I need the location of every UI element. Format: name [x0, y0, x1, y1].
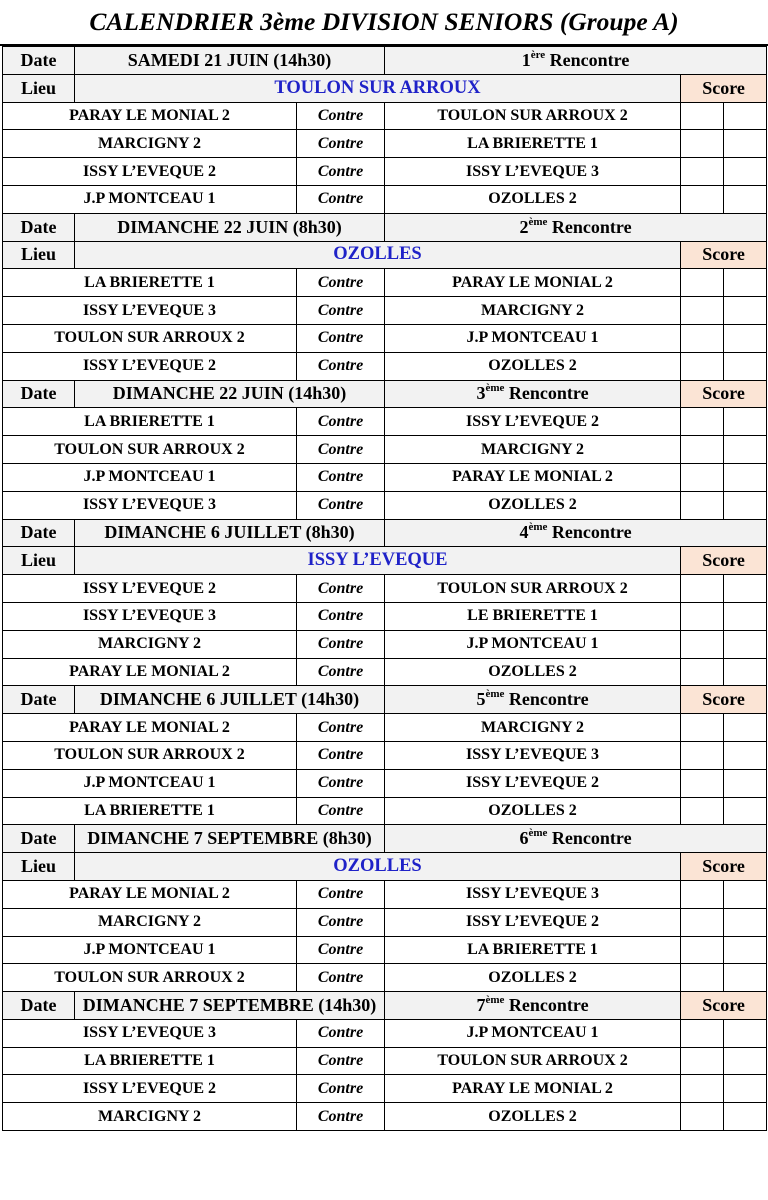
away-team: ISSY L’EVEQUE 3	[385, 880, 681, 908]
score-header: Score	[681, 241, 767, 269]
round-date-row	[3, 519, 767, 547]
round-date-row	[3, 992, 767, 1020]
round-date: DIMANCHE 7 SEPTEMBRE (8h30)	[75, 825, 385, 853]
score-header: Score	[681, 547, 767, 575]
home-score-box[interactable]	[681, 658, 724, 686]
round-number	[385, 213, 767, 241]
home-score-box[interactable]	[681, 1047, 724, 1075]
away-score-box[interactable]	[724, 297, 767, 325]
away-team: TOULON SUR ARROUX 2	[385, 102, 681, 130]
versus-label: Contre	[297, 797, 385, 825]
versus-label: Contre	[297, 1103, 385, 1131]
match-row	[3, 769, 767, 797]
versus-label: Contre	[297, 964, 385, 992]
page-title: CALENDRIER 3ème DIVISION SENIORS (Groupe A)	[0, 0, 768, 46]
date-label: Date	[3, 825, 75, 853]
venue-label: Lieu	[3, 853, 75, 881]
home-team: ISSY L’EVEQUE 2	[3, 158, 297, 186]
home-score-box[interactable]	[681, 769, 724, 797]
home-score-box[interactable]	[681, 185, 724, 213]
home-team: J.P MONTCEAU 1	[3, 463, 297, 491]
away-team: PARAY LE MONIAL 2	[385, 269, 681, 297]
round-word: Rencontre	[551, 828, 632, 849]
match-row	[3, 630, 767, 658]
match-row	[3, 463, 767, 491]
home-score-box[interactable]	[681, 436, 724, 464]
round-date-row	[3, 686, 767, 714]
date-label: Date	[3, 47, 75, 75]
away-score-box[interactable]	[724, 436, 767, 464]
home-score-box[interactable]	[681, 797, 724, 825]
match-row	[3, 1103, 767, 1131]
away-team: OZOLLES 2	[385, 491, 681, 519]
home-score-box[interactable]	[681, 491, 724, 519]
away-team: PARAY LE MONIAL 2	[385, 463, 681, 491]
home-team: MARCIGNY 2	[3, 1103, 297, 1131]
round-ordinal: 1	[521, 49, 531, 70]
round-ordinal-suffix: ème	[528, 521, 548, 534]
away-score-box[interactable]	[724, 1075, 767, 1103]
home-score-box[interactable]	[681, 297, 724, 325]
match-row	[3, 936, 767, 964]
away-score-box[interactable]	[724, 880, 767, 908]
away-team: J.P MONTCEAU 1	[385, 1019, 681, 1047]
round-venue: OZOLLES	[75, 241, 681, 269]
away-score-box[interactable]	[724, 964, 767, 992]
match-row	[3, 297, 767, 325]
home-team: ISSY L’EVEQUE 3	[3, 297, 297, 325]
round-venue: ISSY L’EVEQUE	[75, 547, 681, 575]
versus-label: Contre	[297, 880, 385, 908]
versus-label: Contre	[297, 269, 385, 297]
round-venue-row	[3, 853, 767, 881]
match-row	[3, 602, 767, 630]
home-team: TOULON SUR ARROUX 2	[3, 324, 297, 352]
home-score-box[interactable]	[681, 324, 724, 352]
away-team: PARAY LE MONIAL 2	[385, 1075, 681, 1103]
match-row	[3, 658, 767, 686]
round-date: DIMANCHE 6 JUILLET (8h30)	[75, 519, 385, 547]
round-number	[385, 686, 681, 714]
away-team: LA BRIERETTE 1	[385, 130, 681, 158]
date-label: Date	[3, 519, 75, 547]
versus-label: Contre	[297, 102, 385, 130]
round-word: Rencontre	[508, 994, 589, 1015]
away-team: TOULON SUR ARROUX 2	[385, 1047, 681, 1075]
home-team: TOULON SUR ARROUX 2	[3, 741, 297, 769]
round-ordinal-suffix: ème	[528, 215, 548, 228]
round-word: Rencontre	[551, 522, 632, 543]
away-team: LA BRIERETTE 1	[385, 936, 681, 964]
date-label: Date	[3, 213, 75, 241]
away-team: TOULON SUR ARROUX 2	[385, 575, 681, 603]
versus-label: Contre	[297, 1075, 385, 1103]
versus-label: Contre	[297, 1019, 385, 1047]
date-label: Date	[3, 380, 75, 408]
score-header: Score	[681, 992, 767, 1020]
versus-label: Contre	[297, 436, 385, 464]
date-label: Date	[3, 686, 75, 714]
away-score-box[interactable]	[724, 158, 767, 186]
away-score-box[interactable]	[724, 324, 767, 352]
venue-label: Lieu	[3, 241, 75, 269]
home-score-box[interactable]	[681, 741, 724, 769]
match-row	[3, 575, 767, 603]
away-score-box[interactable]	[724, 602, 767, 630]
versus-label: Contre	[297, 630, 385, 658]
away-score-box[interactable]	[724, 658, 767, 686]
round-date-row	[3, 380, 767, 408]
home-score-box[interactable]	[681, 1075, 724, 1103]
away-score-box[interactable]	[724, 408, 767, 436]
score-header: Score	[681, 74, 767, 102]
round-venue: TOULON SUR ARROUX	[75, 74, 681, 102]
versus-label: Contre	[297, 463, 385, 491]
home-team: ISSY L’EVEQUE 3	[3, 602, 297, 630]
round-ordinal: 7	[476, 994, 486, 1015]
date-label: Date	[3, 992, 75, 1020]
home-team: MARCIGNY 2	[3, 630, 297, 658]
round-venue-row	[3, 74, 767, 102]
home-score-box[interactable]	[681, 964, 724, 992]
venue-label: Lieu	[3, 547, 75, 575]
home-score-box[interactable]	[681, 463, 724, 491]
round-ordinal: 4	[519, 522, 529, 543]
round-ordinal-suffix: ème	[485, 382, 505, 395]
home-team: LA BRIERETTE 1	[3, 269, 297, 297]
match-row	[3, 491, 767, 519]
round-venue-row	[3, 547, 767, 575]
match-row	[3, 880, 767, 908]
round-word: Rencontre	[549, 49, 630, 70]
home-score-box[interactable]	[681, 908, 724, 936]
match-row	[3, 741, 767, 769]
round-word: Rencontre	[551, 216, 632, 237]
away-score-box[interactable]	[724, 130, 767, 158]
round-number	[385, 47, 767, 75]
round-date: DIMANCHE 7 SEPTEMBRE (14h30)	[75, 992, 385, 1020]
home-score-box[interactable]	[681, 1103, 724, 1131]
versus-label: Contre	[297, 741, 385, 769]
away-team: OZOLLES 2	[385, 797, 681, 825]
score-header: Score	[681, 686, 767, 714]
versus-label: Contre	[297, 352, 385, 380]
away-score-box[interactable]	[724, 769, 767, 797]
away-team: OZOLLES 2	[385, 185, 681, 213]
home-team: LA BRIERETTE 1	[3, 797, 297, 825]
round-date: DIMANCHE 22 JUIN (14h30)	[75, 380, 385, 408]
round-venue-row	[3, 241, 767, 269]
match-row	[3, 1047, 767, 1075]
versus-label: Contre	[297, 408, 385, 436]
home-score-box[interactable]	[681, 630, 724, 658]
away-team: ISSY L’EVEQUE 3	[385, 158, 681, 186]
home-score-box[interactable]	[681, 714, 724, 742]
match-row	[3, 408, 767, 436]
round-ordinal: 2	[519, 216, 529, 237]
home-team: LA BRIERETTE 1	[3, 408, 297, 436]
home-score-box[interactable]	[681, 102, 724, 130]
versus-label: Contre	[297, 936, 385, 964]
score-header: Score	[681, 853, 767, 881]
round-number	[385, 380, 681, 408]
home-team: PARAY LE MONIAL 2	[3, 714, 297, 742]
away-team: MARCIGNY 2	[385, 436, 681, 464]
away-team: ISSY L’EVEQUE 2	[385, 769, 681, 797]
away-score-box[interactable]	[724, 714, 767, 742]
home-team: TOULON SUR ARROUX 2	[3, 964, 297, 992]
away-score-box[interactable]	[724, 797, 767, 825]
round-ordinal-suffix: ère	[530, 48, 546, 61]
home-score-box[interactable]	[681, 408, 724, 436]
versus-label: Contre	[297, 658, 385, 686]
home-score-box[interactable]	[681, 130, 724, 158]
away-team: J.P MONTCEAU 1	[385, 324, 681, 352]
home-team: J.P MONTCEAU 1	[3, 936, 297, 964]
round-ordinal: 6	[519, 828, 529, 849]
home-team: MARCIGNY 2	[3, 130, 297, 158]
versus-label: Contre	[297, 602, 385, 630]
home-team: ISSY L’EVEQUE 2	[3, 352, 297, 380]
round-ordinal-suffix: ème	[528, 827, 548, 840]
away-team: MARCIGNY 2	[385, 297, 681, 325]
match-row	[3, 714, 767, 742]
round-date-row	[3, 825, 767, 853]
versus-label: Contre	[297, 491, 385, 519]
home-team: TOULON SUR ARROUX 2	[3, 436, 297, 464]
match-row	[3, 352, 767, 380]
match-row	[3, 102, 767, 130]
versus-label: Contre	[297, 1047, 385, 1075]
home-team: J.P MONTCEAU 1	[3, 769, 297, 797]
away-team: ISSY L’EVEQUE 2	[385, 408, 681, 436]
versus-label: Contre	[297, 297, 385, 325]
home-score-box[interactable]	[681, 880, 724, 908]
away-score-box[interactable]	[724, 185, 767, 213]
home-team: PARAY LE MONIAL 2	[3, 102, 297, 130]
home-score-box[interactable]	[681, 1019, 724, 1047]
match-row	[3, 185, 767, 213]
schedule-table	[2, 46, 767, 1131]
away-team: MARCIGNY 2	[385, 714, 681, 742]
schedule-body	[3, 47, 767, 1131]
round-date: DIMANCHE 6 JUILLET (14h30)	[75, 686, 385, 714]
home-team: ISSY L’EVEQUE 3	[3, 491, 297, 519]
round-date-row	[3, 47, 767, 75]
home-team: MARCIGNY 2	[3, 908, 297, 936]
round-word: Rencontre	[508, 689, 589, 710]
away-team: OZOLLES 2	[385, 352, 681, 380]
away-score-box[interactable]	[724, 102, 767, 130]
away-team: OZOLLES 2	[385, 1103, 681, 1131]
versus-label: Contre	[297, 324, 385, 352]
match-row	[3, 436, 767, 464]
away-team: ISSY L’EVEQUE 2	[385, 908, 681, 936]
away-score-box[interactable]	[724, 630, 767, 658]
home-team: ISSY L’EVEQUE 2	[3, 1075, 297, 1103]
home-team: LA BRIERETTE 1	[3, 1047, 297, 1075]
home-team: ISSY L’EVEQUE 2	[3, 575, 297, 603]
home-score-box[interactable]	[681, 575, 724, 603]
away-team: ISSY L’EVEQUE 3	[385, 741, 681, 769]
round-number	[385, 825, 767, 853]
round-ordinal: 5	[476, 689, 486, 710]
versus-label: Contre	[297, 908, 385, 936]
away-score-box[interactable]	[724, 269, 767, 297]
away-team: J.P MONTCEAU 1	[385, 630, 681, 658]
away-score-box[interactable]	[724, 1047, 767, 1075]
round-ordinal-suffix: ème	[485, 688, 505, 701]
match-row	[3, 797, 767, 825]
away-team: OZOLLES 2	[385, 658, 681, 686]
round-number	[385, 519, 767, 547]
home-score-box[interactable]	[681, 936, 724, 964]
away-score-box[interactable]	[724, 936, 767, 964]
match-row	[3, 908, 767, 936]
round-date: DIMANCHE 22 JUIN (8h30)	[75, 213, 385, 241]
away-team: OZOLLES 2	[385, 964, 681, 992]
match-row	[3, 130, 767, 158]
home-team: PARAY LE MONIAL 2	[3, 658, 297, 686]
away-score-box[interactable]	[724, 352, 767, 380]
round-word: Rencontre	[508, 383, 589, 404]
versus-label: Contre	[297, 714, 385, 742]
away-score-box[interactable]	[724, 575, 767, 603]
versus-label: Contre	[297, 575, 385, 603]
home-score-box[interactable]	[681, 269, 724, 297]
score-header: Score	[681, 380, 767, 408]
home-team: PARAY LE MONIAL 2	[3, 880, 297, 908]
versus-label: Contre	[297, 185, 385, 213]
home-team: ISSY L’EVEQUE 3	[3, 1019, 297, 1047]
round-ordinal-suffix: ème	[485, 993, 505, 1006]
away-score-box[interactable]	[724, 908, 767, 936]
versus-label: Contre	[297, 769, 385, 797]
home-team: J.P MONTCEAU 1	[3, 185, 297, 213]
versus-label: Contre	[297, 158, 385, 186]
away-score-box[interactable]	[724, 491, 767, 519]
away-score-box[interactable]	[724, 1019, 767, 1047]
match-row	[3, 1075, 767, 1103]
versus-label: Contre	[297, 130, 385, 158]
round-number	[385, 992, 681, 1020]
match-row	[3, 1019, 767, 1047]
match-row	[3, 269, 767, 297]
round-venue: OZOLLES	[75, 853, 681, 881]
match-row	[3, 324, 767, 352]
away-team: LE BRIERETTE 1	[385, 602, 681, 630]
away-score-box[interactable]	[724, 741, 767, 769]
home-score-box[interactable]	[681, 158, 724, 186]
round-ordinal: 3	[476, 383, 486, 404]
round-date: SAMEDI 21 JUIN (14h30)	[75, 47, 385, 75]
home-score-box[interactable]	[681, 352, 724, 380]
venue-label: Lieu	[3, 74, 75, 102]
round-date-row	[3, 213, 767, 241]
match-row	[3, 158, 767, 186]
away-score-box[interactable]	[724, 463, 767, 491]
away-score-box[interactable]	[724, 1103, 767, 1131]
home-score-box[interactable]	[681, 602, 724, 630]
match-row	[3, 964, 767, 992]
